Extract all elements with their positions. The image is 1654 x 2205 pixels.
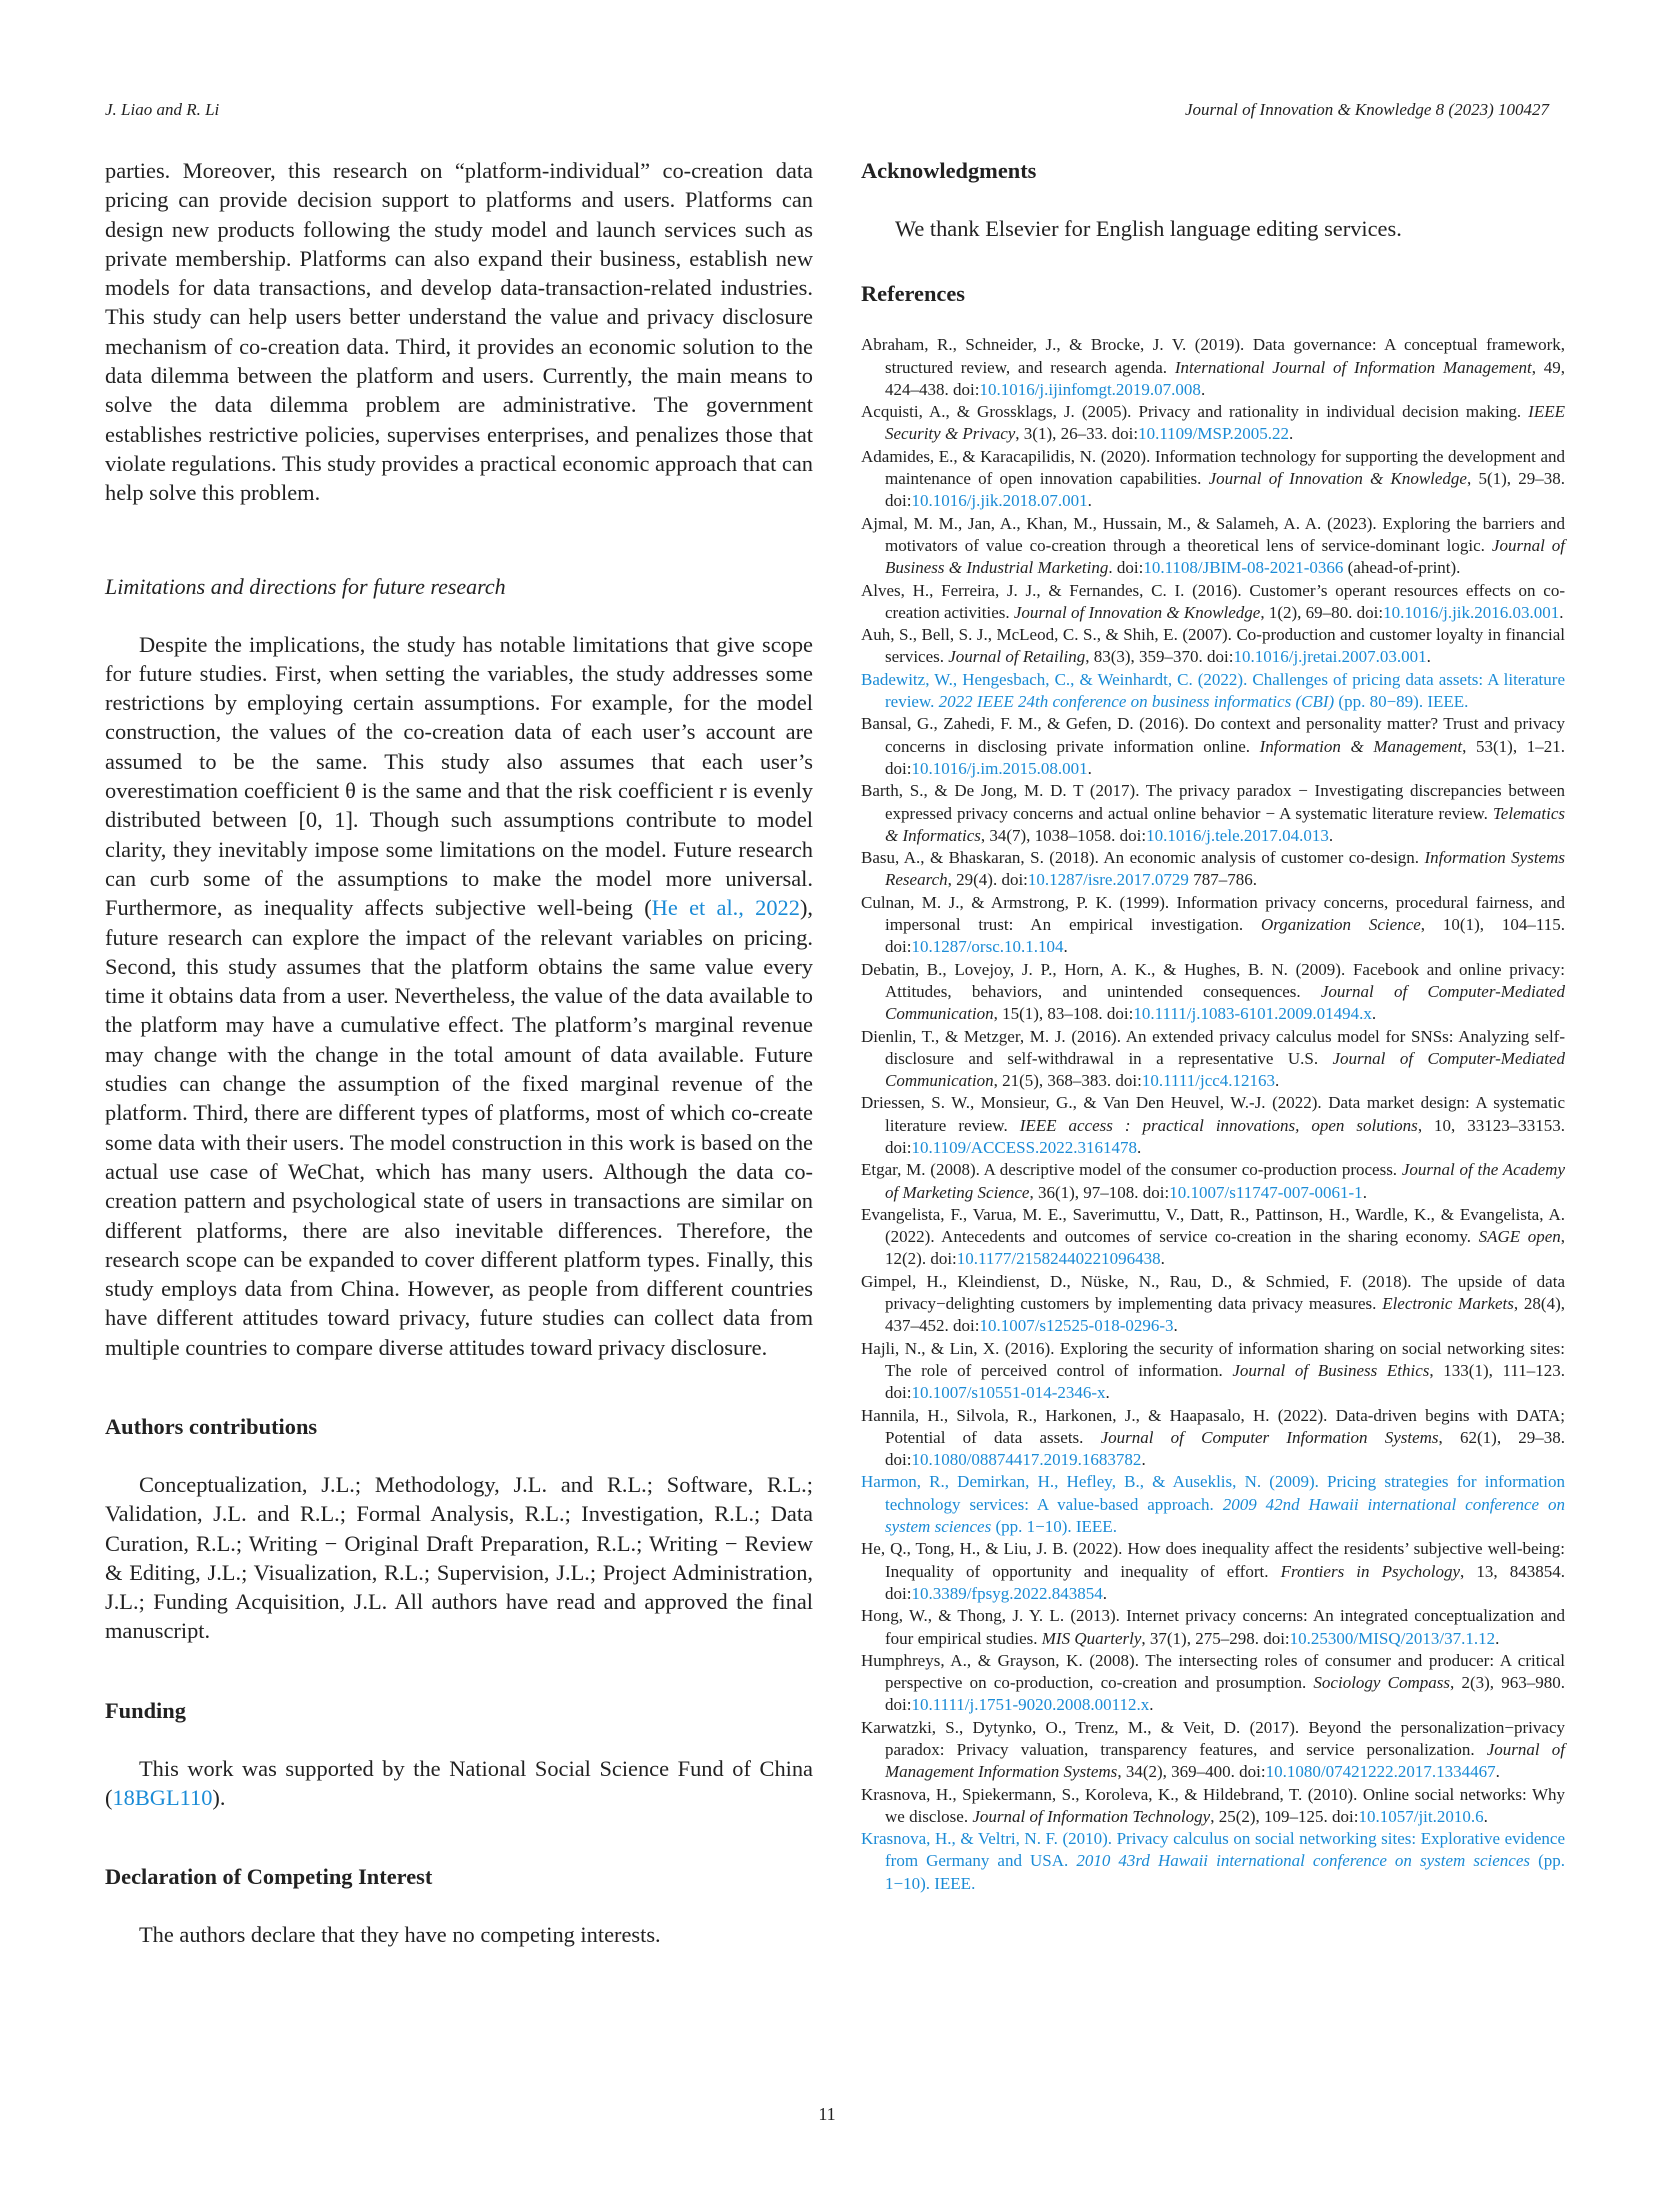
reference-details: , 36(1), 97–108. doi: [1029,1182,1170,1202]
reference-details: , 15(1), 83–108. doi: [993,1004,1134,1024]
reference-item [861,1784,1565,1829]
reference-item [861,892,1565,959]
doi-link[interactable]: 10.1111/j.1083-6101.2009.01494.x [1133,1004,1372,1024]
reference-item [861,1338,1565,1405]
reference-tail: . [1328,825,1334,845]
reference-tail: . [1137,1137,1142,1157]
reference-venue: Frontiers in Psychology [1280,1561,1460,1581]
reference-text: Hajli, N., & Lin, X. (2016). Exploring the security of information sharing on social networking sites: The role of perceived control of information. [861,1338,1565,1380]
competing-interest-heading: Declaration of Competing Interest [105,1864,433,1890]
competing-interest-paragraph: The authors declare that they have no competing interests. [139,1922,661,1948]
reference-item [861,1271,1565,1338]
reference-details: , 3(1), 26–33. doi: [1015,424,1139,444]
right-column [861,156,1565,1895]
reference-text: Harmon, R., Demirkan, H., Hefley, B., & Auseklis, N. (2009). Pricing strategies for information technology services: A value-based approach. [861,1472,1565,1514]
reference-item [861,513,1565,580]
acknowledgments-heading: Acknowledgments [861,158,1037,183]
reference-venue: Journal of Innovation & Knowledge [1013,602,1261,622]
reference-tail: . [1105,1383,1110,1403]
doi-link[interactable]: 10.1007/s11747-007-0061-1 [1169,1182,1363,1202]
reference-details: (pp. 1−10). IEEE. [885,1851,1565,1893]
acknowledgments-paragraph: We thank Elsevier for English language editing services. [895,216,1402,241]
citation-link-he-2022[interactable]: He et al., 2022 [651,895,800,921]
doi-link[interactable]: 10.1080/08874417.2019.1683782 [911,1450,1142,1470]
doi-link[interactable]: 10.1016/j.ijinfomgt.2019.07.008 [979,379,1201,399]
reference-item [861,1717,1565,1784]
reference-text: Basu, A., & Bhaskaran, S. (2018). An economic analysis of customer co-design. [861,848,1425,868]
reference-text: Krasnova, H., Spiekermann, S., Koroleva, K., & Hildebrand, T. (2010). Online social networks: Why we disclose. [861,1784,1565,1826]
doi-link[interactable]: 10.1016/j.jik.2018.07.001 [911,491,1088,511]
running-head [105,100,1549,124]
reference-item [861,1650,1565,1717]
reference-item[interactable] [861,1828,1565,1895]
doi-link[interactable]: 10.1016/j.jik.2016.03.001 [1383,602,1560,622]
left-column [105,156,813,1950]
doi-link[interactable]: 10.1016/j.tele.2017.04.013 [1146,825,1329,845]
reference-details: , 5(1), 29–38. doi: [885,469,1566,511]
reference-text: Ajmal, M. M., Jan, A., Khan, M., Hussain, M., & Salameh, A. A. (2023). Exploring the barriers and motivators of value co-creation through a theoretical lens of service-dominant logic. [861,513,1565,555]
reference-details: , 34(7), 1038–1058. doi: [980,825,1147,845]
limitations-text-part1: Despite the implications, the study has notable limitations that give scope for future studies. First, when setting the variables, the study addresses some restrictions by employing certain assumptions. For example, for the model construction, the values of the co-creation data of each user’s account are assumed to be the same. This study also assumes that each user’s overestimation coefficient θ is the same and that the risk coefficient r is evenly distributed between [0, 1]. Though such assumptions contribute to model clarity, they inevitably impose some limitations on the model. Future research can curb some of the assumptions to make the model more universal. Furthermore, as inequality affects subjective well-being ( [105,631,813,921]
reference-tail: . [1559,602,1564,622]
reference-details: , 10(1), 104–115. doi: [885,915,1565,957]
funding-text-part1: This work was supported by the National Social Science Fund of China ( [105,1755,813,1811]
reference-text: Humphreys, A., & Grayson, K. (2008). The intersecting roles of consumer and producer: A critical perspective on co-production, co-creation and prosumption. [861,1650,1565,1693]
doi-link[interactable]: 10.1016/j.im.2015.08.001 [911,758,1088,778]
header-journal: Journal of Innovation & Knowledge 8 (2023) 100427 [1184,100,1549,119]
reference-item [861,1204,1565,1271]
reference-item [861,1159,1565,1204]
reference-venue: 2009 42nd Hawaii international conference on system sciences [885,1494,1565,1537]
doi-link[interactable]: 10.1109/MSP.2005.22 [1138,424,1290,444]
reference-venue: Journal of Innovation & Knowledge [1208,469,1467,489]
reference-item [861,713,1565,780]
reference-text: Hong, W., & Thong, J. Y. L. (2013). Internet privacy concerns: An integrated conceptualization and four empirical studies. [861,1606,1565,1648]
reference-venue: Telematics & Informatics [885,803,1565,845]
reference-item [861,1605,1565,1650]
reference-tail: . [1141,1450,1146,1470]
doi-link[interactable]: 10.1109/ACCESS.2022.3161478 [911,1137,1138,1157]
reference-details: , 13, 843854. doi: [885,1561,1565,1603]
reference-tail: . [1495,1762,1500,1782]
reference-text: Krasnova, H., & Veltri, N. F. (2010). Privacy calculus on social networking sites: Explorative evidence from Germany and USA. [861,1829,1565,1871]
reference-venue: Organization Science [1260,915,1421,935]
reference-item [861,780,1565,847]
reference-venue: IEEE Security & Privacy [885,402,1565,444]
doi-link[interactable]: 10.1111/j.1751-9020.2008.00112.x [911,1695,1150,1715]
limitations-paragraph [105,630,813,1362]
reference-details: . doi: [1108,558,1144,578]
doi-link[interactable]: 10.1108/JBIM-08-2021-0366 [1143,558,1344,578]
reference-text: Gimpel, H., Kleindienst, D., Nüske, N., Rau, D., & Schmied, F. (2018). The upside of data privacy−delighting customers by implementing data privacy measures. [861,1271,1565,1314]
doi-link[interactable]: 10.1016/j.jretai.2007.03.001 [1233,647,1427,667]
reference-venue: Journal of Computer-Mediated Communication [885,981,1565,1024]
reference-text: He, Q., Tong, H., & Liu, J. B. (2022). How does inequality affect the residents’ subjective well-being: Inequality of opportunity and inequality of effort. [861,1539,1565,1581]
reference-list [861,334,1565,1895]
reference-venue: Journal of the Academy of Marketing Science [885,1160,1565,1202]
reference-item [861,334,1565,401]
reference-text: Karwatzki, S., Dytynko, O., Trenz, M., & Veit, D. (2017). Beyond the personalization−privacy paradox: Privacy valuation, transparency features, and service personalization. [861,1717,1565,1759]
reference-venue: SAGE open [1478,1227,1561,1247]
reference-venue: Sociology Compass [1313,1673,1451,1693]
reference-details: , 12(2). doi: [885,1227,1565,1269]
limitations-text-part2: ), future research can explore the impact of the relevant variables on pricing. Second, this study assumes that the platform obtains the same value every time it obtains data from a user. Nevertheless, the value of the data available to the platform may have a cumulative effect. The platform’s marginal revenue may change with the change in the total amount of data available. Future studies can change the assumption of the fixed marginal revenue of the platform. Third, there are different types of platforms, most of which co-create some data with their users. The model construction in this work is based on the actual use case of WeChat, which has many users. Although the data co-creation pattern and psychological state of users in transactions are similar on different platforms, there are also inevitable differences. Therefore, the research scope can be expanded to cover different platform types. Finally, this study employs data from China. However, as people from different countries have different attitudes toward privacy, future studies can collect data from multiple countries to compare diverse attitudes toward privacy disclosure. [105,895,813,1360]
reference-venue: Journal of Business & Industrial Marketing [885,535,1565,578]
contributions-paragraph: Conceptualization, J.L.; Methodology, J.L. and R.L.; Software, R.L.; Validation, J.L. and R.L.; Formal Analysis, R.L.; Investigation, R.L.; Data Curation, R.L.; Writing − Original Draft Preparation, R.L.; Writing − Review & Editing, J.L.; Visualization, R.L.; Supervision, J.L.; Project Administration, J.L.; Funding Acquisition, J.L. All authors have read and approved the final manuscript. [105,1471,813,1644]
reference-venue: Electronic Markets [1382,1294,1514,1314]
page-number: 11 [818,2104,836,2124]
doi-link[interactable]: 10.1111/jcc4.12163 [1141,1071,1276,1091]
reference-details: , 83(3), 359–370. doi: [1085,647,1234,667]
reference-venue: Journal of Retailing [948,647,1086,667]
reference-text: Bansal, G., Zahedi, F. M., & Gefen, D. (2016). Do context and personality matter? Trust and privacy concerns in disclosing private information online. [861,714,1565,756]
reference-venue: Journal of Management Information Systems [885,1740,1566,1782]
reference-item [861,1405,1565,1472]
reference-text: Culnan, M. J., & Armstrong, P. K. (1999). Information privacy concerns, procedural fairness, and impersonal trust: An empirical investigation. [861,892,1565,935]
reference-details: , 29(4). doi: [947,870,1028,890]
doi-link[interactable]: 10.1007/s10551-014-2346-x [911,1383,1106,1403]
reference-venue: MIS Quarterly [1041,1628,1142,1648]
reference-details: , 37(1), 275–298. doi: [1141,1628,1290,1648]
doi-link[interactable]: 10.1287/isre.2017.0729 [1027,870,1189,890]
reference-tail: . [1102,1583,1107,1603]
reference-details: , 49, 424–438. doi: [885,357,1565,399]
reference-details: , 28(4), 437–452. doi: [885,1294,1566,1336]
reference-venue: Information & Management [1259,736,1463,756]
reference-item[interactable] [861,669,1565,714]
reference-text: Barth, S., & De Jong, M. D. T (2017). The privacy paradox − Investigating discrepancies between expressed privacy concerns and actual online behavior − A systematic literature review. [861,781,1565,823]
reference-item [861,624,1565,669]
reference-tail: . [1063,937,1068,957]
reference-details: , 10, 33123–33153. doi: [885,1115,1566,1157]
reference-details: , 34(2), 369–400. doi: [1117,1762,1266,1782]
reference-item [861,847,1565,892]
funding-heading: Funding [105,1697,186,1723]
reference-tail: . [1087,491,1092,511]
contributions-heading: Authors contributions [105,1413,318,1439]
reference-tail: . [1275,1071,1280,1091]
reference-tail: . [1371,1004,1377,1024]
header-authors: J. Liao and R. Li [105,100,220,119]
reference-venue: International Journal of Information Management [1174,357,1532,377]
reference-text: Alves, H., Ferreira, J. J., & Fernandes, C. I. (2016). Customer’s operant resources effects on co-creation activities. [861,580,1565,622]
reference-details: , 25(2), 109–125. doi: [1210,1806,1359,1826]
reference-tail: . [1160,1249,1165,1269]
reference-item [861,446,1565,513]
reference-tail: . [1495,1628,1500,1648]
reference-text: Auh, S., Bell, S. J., McLeod, C. S., & Shih, E. (2007). Co-production and customer loyalty in financial services. [861,625,1565,667]
reference-text: Adamides, E., & Karacapilidis, N. (2020). Information technology for supporting the development and maintenance of open innovation capabilities. [861,446,1565,489]
references-heading: References [861,281,966,307]
reference-text: Etgar, M. (2008). A descriptive model of the consumer co-production process. [861,1160,1402,1180]
reference-text: Evangelista, F., Varua, M. E., Saverimuttu, V., Datt, R., Pattinson, H., Wardle, K., & Evangelista, A. (2022). Antecedents and outcomes of service co-creation in the sharing economy. [861,1204,1565,1247]
reference-item [861,401,1565,446]
reference-details: , 1(2), 69–80. doi: [1260,602,1384,622]
doi-link[interactable]: 10.1080/07421222.2017.1334467 [1265,1762,1496,1782]
intro-paragraph: parties. Moreover, this research on “platform-individual” co-creation data pricing can provide decision support to platforms and users. Platforms can design new products following the study model and launch services such as private membership. Platforms can also expand their business, establish new models for data transactions, and develop data-transaction-related industries. This study can help users better understand the value and privacy disclosure mechanism of co-creation data. Third, it provides an economic solution to the data dilemma between the platform and users. Currently, the main means to solve the data dilemma problem are administrative. The government establishes restrictive policies, supervises enterprises, and penalizes those that violate regulations. This study provides a practical economic approach that can help solve this problem. [105,158,813,506]
reference-item[interactable] [861,1471,1565,1538]
reference-details: , 133(1), 111–123. doi: [885,1360,1565,1403]
reference-venue: Information Systems Research [885,848,1565,890]
reference-venue: Journal of Computer-Mediated Communication [885,1048,1565,1091]
reference-tail: . [1200,379,1206,399]
reference-text: Acquisti, A., & Grossklags, J. (2005). Privacy and rationality in individual decision making. [861,402,1529,422]
doi-link[interactable]: 10.1007/s12525-018-0296-3 [979,1316,1174,1336]
reference-tail: . [1173,1316,1178,1336]
reference-item [861,1092,1565,1159]
reference-text: Abraham, R., Schneider, J., & Brocke, J. V. (2019). Data governance: A conceptual framework, structured review, and research agenda. [861,335,1565,377]
reference-venue: 2010 43rd Hawaii international conference on system sciences [1076,1851,1531,1871]
reference-tail: . [1289,424,1294,444]
reference-details: , 62(1), 29–38. doi: [885,1427,1566,1470]
reference-details: , 53(1), 1–21. doi: [885,736,1565,778]
doi-link[interactable]: 10.1057/jit.2010.6 [1358,1806,1484,1826]
reference-tail: . [1362,1182,1367,1202]
reference-text: Debatin, B., Lovejoy, J. P., Horn, A. K., & Hughes, B. N. (2009). Facebook and online privacy: Attitudes, behaviors, and unintended consequences. [861,959,1565,1001]
reference-item [861,959,1565,1026]
doi-link[interactable]: 10.1177/21582440221096438 [956,1249,1161,1269]
reference-details: , 21(5), 368–383. doi: [993,1071,1142,1091]
reference-item [861,1026,1565,1093]
reference-text: Driessen, S. W., Monsieur, G., & Van Den Heuvel, W.-J. (2022). Data market design: A systematic literature review. [861,1093,1565,1135]
funding-text-part2: ). [212,1785,226,1811]
reference-text: Hannila, H., Silvola, R., Harkonen, J., & Haapasalo, H. (2022). Data-driven begins with DATA; Potential of data assets. [861,1405,1565,1447]
reference-venue: Journal of Information Technology [972,1806,1211,1826]
limitations-heading: Limitations and directions for future research [105,573,506,599]
reference-item [861,1538,1565,1605]
reference-tail: . [1149,1695,1154,1715]
reference-details: (pp. 80−89). IEEE. [1334,692,1469,712]
reference-tail: . [1483,1806,1488,1826]
reference-tail: . [1087,758,1092,778]
reference-venue: Journal of Computer Information Systems [1100,1427,1439,1447]
funding-paragraph [105,1754,813,1813]
reference-tail: (ahead-of-print). [1343,558,1461,578]
reference-venue: IEEE access : practical innovations, open solutions [1019,1115,1418,1135]
doi-link[interactable]: 10.3389/fpsyg.2022.843854 [911,1583,1103,1603]
reference-venue: 2022 IEEE 24th conference on business informatics (CBI) [938,692,1335,712]
reference-tail: 787–786. [1188,870,1257,890]
reference-text: Badewitz, W., Hengesbach, C., & Weinhardt, C. (2022). Challenges of pricing data assets: A literature review. [861,669,1565,712]
reference-item [861,580,1565,625]
reference-text: Dienlin, T., & Metzger, M. J. (2016). An extended privacy calculus model for SNSs: Analyzing self-disclosure and self-withdrawal in a representative U.S. [861,1026,1565,1068]
reference-details: (pp. 1−10). IEEE. [991,1517,1117,1537]
reference-venue: Journal of Business Ethics [1232,1360,1430,1380]
doi-link[interactable]: 10.1287/orsc.10.1.104 [911,937,1064,957]
reference-details: , 2(3), 963–980. doi: [885,1673,1565,1715]
doi-link[interactable]: 10.25300/MISQ/2013/37.1.12 [1289,1628,1496,1648]
reference-tail: . [1426,647,1431,667]
grant-link[interactable]: 18BGL110 [112,1785,213,1811]
